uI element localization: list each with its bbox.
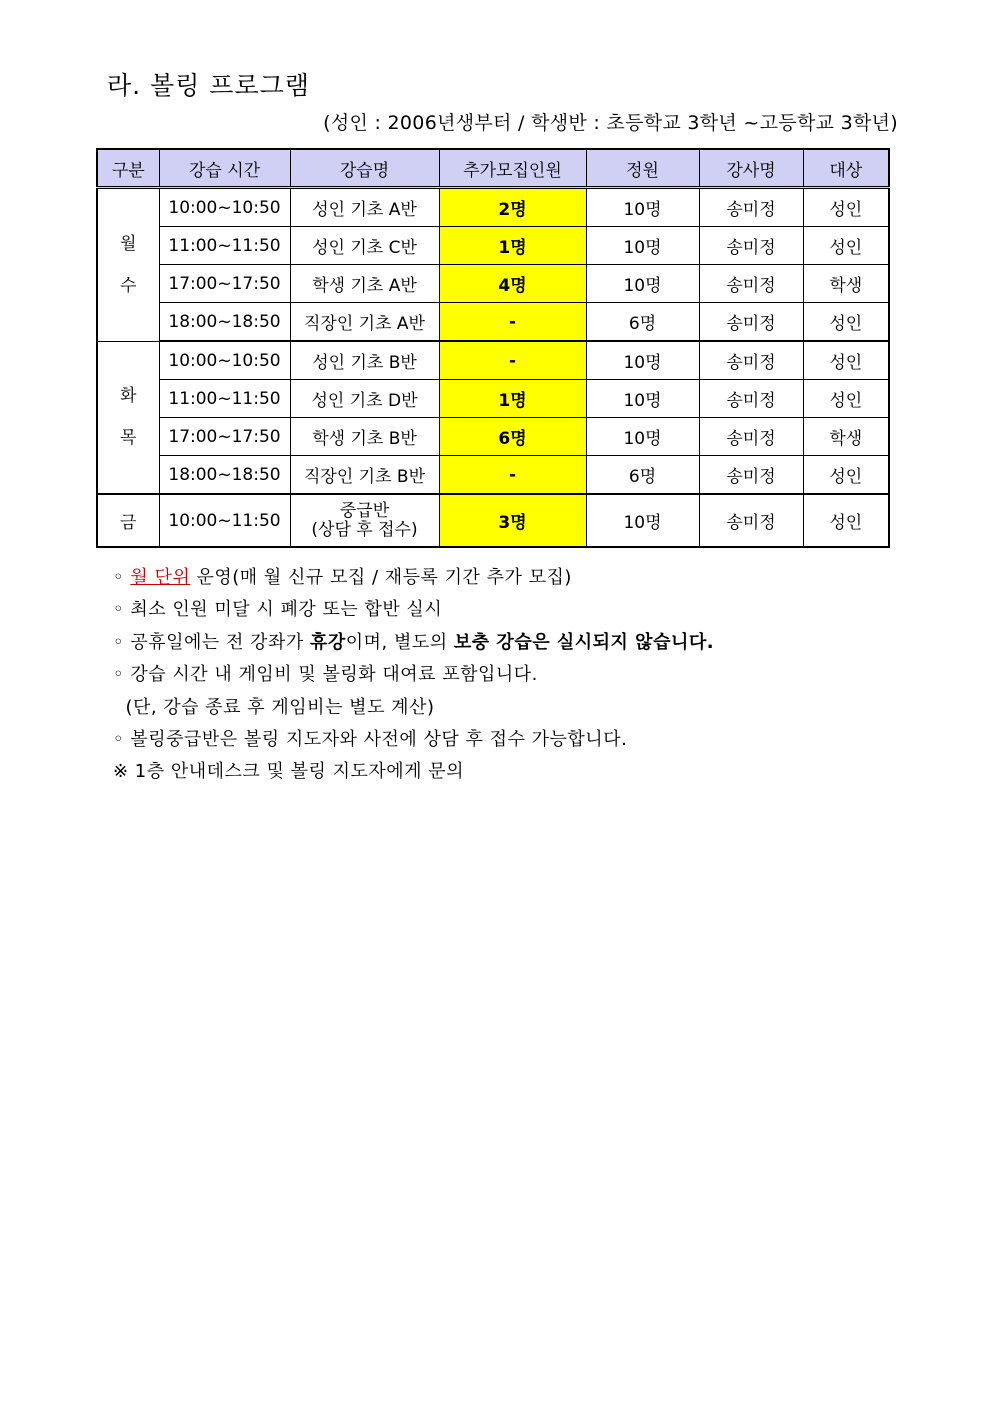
lesson-cell: 성인 기초 B반 xyxy=(290,341,439,380)
time-cell: 11:00~11:50 xyxy=(159,380,290,418)
time-cell: 11:00~11:50 xyxy=(159,227,290,265)
time-cell: 10:00~10:50 xyxy=(159,188,290,227)
capacity-cell: 10명 xyxy=(586,341,699,380)
day-cell-tue-thu xyxy=(97,341,159,494)
header-division: 구분 xyxy=(97,149,159,188)
target-cell: 학생 xyxy=(803,265,889,303)
note-item: ◦ 볼링중급반은 볼링 지도자와 사전에 상담 후 접수 가능합니다. xyxy=(113,729,628,751)
note-text: 이며, 별도의 xyxy=(345,631,454,653)
day-cell-mon-wed xyxy=(97,188,159,342)
instructor-cell: 송미정 xyxy=(699,188,803,227)
instructor-cell: 송미정 xyxy=(699,456,803,495)
note-bold: 휴강 xyxy=(310,631,346,653)
table-header-row xyxy=(97,149,889,188)
note-highlight: 월 단위 xyxy=(130,567,191,588)
note-item xyxy=(113,627,714,659)
extra-cell: - xyxy=(439,341,586,380)
day-label: 월 xyxy=(120,233,137,254)
target-cell: 성인 xyxy=(803,494,889,547)
note-bullet: ◦ xyxy=(113,567,131,588)
instructor-cell: 송미정 xyxy=(699,341,803,380)
instructor-cell: 송미정 xyxy=(699,494,803,547)
day-label: 목 xyxy=(120,428,137,449)
time-cell: 10:00~11:50 xyxy=(159,494,290,547)
header-time: 강습 시간 xyxy=(159,149,290,188)
lesson-cell: 직장인 기초 B반 xyxy=(290,456,439,495)
extra-cell: 6명 xyxy=(439,418,586,456)
header-instructor: 강사명 xyxy=(699,149,803,188)
note-item xyxy=(113,562,714,594)
table-row xyxy=(97,494,889,547)
time-cell: 18:00~18:50 xyxy=(159,303,290,342)
target-cell: 성인 xyxy=(803,188,889,227)
lesson-cell: 학생 기초 A반 xyxy=(290,265,439,303)
extra-cell: - xyxy=(439,303,586,342)
target-cell: 성인 xyxy=(803,456,889,495)
target-cell: 학생 xyxy=(803,418,889,456)
table-row xyxy=(97,418,889,456)
lesson-cell xyxy=(290,494,439,547)
note-item: ※ 1층 안내데스크 및 볼링 지도자에게 문의 xyxy=(113,761,465,783)
header-extra: 추가모집인원 xyxy=(439,149,586,188)
table-row xyxy=(97,341,889,380)
extra-cell: - xyxy=(439,456,586,495)
note-item: (단, 강습 종료 후 게임비는 별도 계산) xyxy=(113,696,435,718)
lesson-cell: 성인 기초 C반 xyxy=(290,227,439,265)
table-row xyxy=(97,380,889,418)
lesson-cell: 직장인 기초 A반 xyxy=(290,303,439,342)
lesson-cell: 학생 기초 B반 xyxy=(290,418,439,456)
instructor-cell: 송미정 xyxy=(699,265,803,303)
header-capacity: 정원 xyxy=(586,149,699,188)
capacity-cell: 10명 xyxy=(586,494,699,547)
note-item: ◦ 최소 인원 미달 시 폐강 또는 합반 실시 xyxy=(113,599,443,621)
extra-cell: 3명 xyxy=(439,494,586,547)
capacity-cell: 6명 xyxy=(586,456,699,495)
day-cell-fri: 금 xyxy=(97,494,159,547)
capacity-cell: 10명 xyxy=(586,418,699,456)
day-label: 화 xyxy=(120,386,137,407)
extra-cell: 4명 xyxy=(439,265,586,303)
capacity-cell: 6명 xyxy=(586,303,699,342)
capacity-cell: 10명 xyxy=(586,265,699,303)
table-row xyxy=(97,456,889,495)
lesson-cell: 성인 기초 A반 xyxy=(290,188,439,227)
target-cell: 성인 xyxy=(803,380,889,418)
schedule-table xyxy=(96,148,890,548)
table-row xyxy=(97,265,889,303)
lesson-note: (상담 후 접수) xyxy=(311,519,418,540)
time-cell: 18:00~18:50 xyxy=(159,456,290,495)
note-text: ◦ 공휴일에는 전 강좌가 xyxy=(113,631,310,653)
extra-cell: 2명 xyxy=(439,188,586,227)
note-bold: 보충 강습은 실시되지 않습니다. xyxy=(453,631,715,653)
lesson-name: 중급반 xyxy=(339,500,390,521)
time-cell: 10:00~10:50 xyxy=(159,341,290,380)
time-cell: 17:00~17:50 xyxy=(159,418,290,456)
page-subtitle: (성인 : 2006년생부터 / 학생반 : 초등학교 3학년 ~고등학교 3학년) xyxy=(323,112,898,134)
time-cell: 17:00~17:50 xyxy=(159,265,290,303)
capacity-cell: 10명 xyxy=(586,227,699,265)
page-title: 라. 볼링 프로그램 xyxy=(107,71,310,100)
notes-list xyxy=(113,562,714,789)
header-lesson: 강습명 xyxy=(290,149,439,188)
lesson-cell: 성인 기초 D반 xyxy=(290,380,439,418)
table-row xyxy=(97,188,889,227)
header-target: 대상 xyxy=(803,149,889,188)
table-row xyxy=(97,227,889,265)
target-cell: 성인 xyxy=(803,227,889,265)
capacity-cell: 10명 xyxy=(586,380,699,418)
instructor-cell: 송미정 xyxy=(699,227,803,265)
extra-cell: 1명 xyxy=(439,380,586,418)
target-cell: 성인 xyxy=(803,303,889,342)
extra-cell: 1명 xyxy=(439,227,586,265)
instructor-cell: 송미정 xyxy=(699,418,803,456)
table-row xyxy=(97,303,889,342)
note-text: 운영(매 월 신규 모집 / 재등록 기간 추가 모집) xyxy=(190,567,572,588)
target-cell: 성인 xyxy=(803,341,889,380)
instructor-cell: 송미정 xyxy=(699,380,803,418)
day-label: 수 xyxy=(120,275,137,296)
instructor-cell: 송미정 xyxy=(699,303,803,342)
capacity-cell: 10명 xyxy=(586,188,699,227)
note-item: ◦ 강습 시간 내 게임비 및 볼링화 대여료 포함입니다. xyxy=(113,664,538,686)
